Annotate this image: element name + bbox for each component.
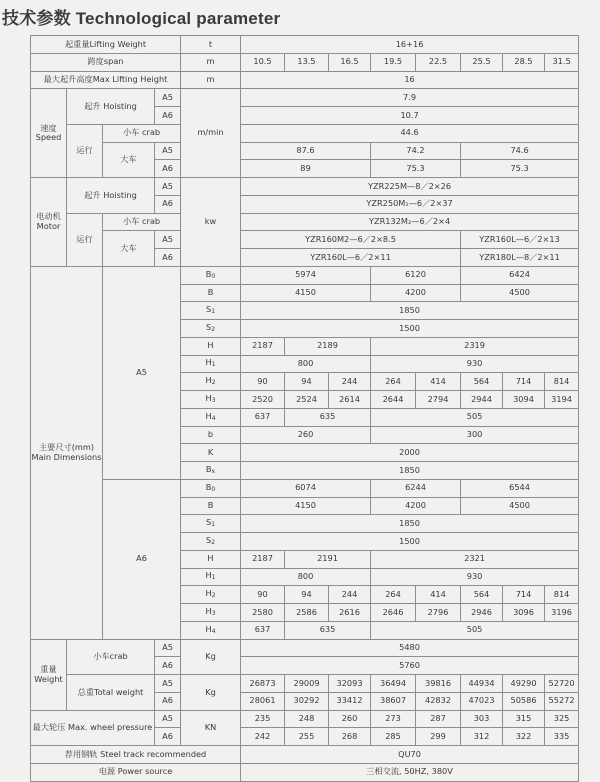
row-power-source xyxy=(31,763,579,781)
technical-parameter-table xyxy=(30,35,579,782)
value-cell: 4200 xyxy=(371,497,461,515)
param-label: S1 xyxy=(181,302,241,320)
label-hoisting: 起升 Hoisting xyxy=(67,178,155,214)
value-cell: 50586 xyxy=(503,692,545,710)
value-cell: 2646 xyxy=(371,604,416,622)
label-power-source: 电源 Power source xyxy=(31,763,241,781)
value-cell: 2189 xyxy=(285,337,371,355)
value-cell: 1850 xyxy=(241,462,579,480)
duty-class: A6 xyxy=(155,107,181,125)
value-cell: 1850 xyxy=(241,515,579,533)
row-speed-crab xyxy=(31,124,579,142)
unit-cell: kw xyxy=(181,178,241,267)
value-cell: 2187 xyxy=(241,337,285,355)
duty-class: A6 xyxy=(155,728,181,746)
param-label: H4 xyxy=(181,408,241,426)
label-steel-track: 荐用钢轨 Steel track recommended xyxy=(31,746,241,764)
value-cell: 16.5 xyxy=(329,53,371,71)
value-cell: 2796 xyxy=(416,604,461,622)
value-cell: 285 xyxy=(371,728,416,746)
value-cell: 2586 xyxy=(285,604,329,622)
value-cell: 44.6 xyxy=(241,124,579,142)
label-lifting-weight: 起重量Lifting Weight xyxy=(31,36,181,54)
value-cell: 1500 xyxy=(241,320,579,338)
row-speed-crane-a5 xyxy=(31,142,579,160)
value-cell: 7.9 xyxy=(241,89,579,107)
value-cell: 2191 xyxy=(285,550,371,568)
value-cell: 6424 xyxy=(461,266,579,284)
label-total-weight: 总重Total weight xyxy=(67,675,155,711)
param-label: b xyxy=(181,426,241,444)
value-cell: 505 xyxy=(371,408,579,426)
value-cell: 244 xyxy=(329,586,371,604)
value-cell: 32093 xyxy=(329,675,371,693)
value-cell: 13.5 xyxy=(285,53,329,71)
value-cell: 255 xyxy=(285,728,329,746)
param-label: B xyxy=(181,284,241,302)
label-crab-weight: 小车crab xyxy=(67,639,155,675)
unit-cell: KN xyxy=(181,710,241,746)
value-cell: 414 xyxy=(416,586,461,604)
duty-class: A5 xyxy=(155,710,181,728)
value-cell: 44934 xyxy=(461,675,503,693)
value-cell: 814 xyxy=(545,586,579,604)
value-cell: 10.7 xyxy=(241,107,579,125)
param-label: B0 xyxy=(181,266,241,284)
duty-class: A5 xyxy=(155,639,181,657)
value-cell: 47023 xyxy=(461,692,503,710)
value-cell: QU70 xyxy=(241,746,579,764)
value-cell: 4150 xyxy=(241,284,371,302)
duty-class: A5 xyxy=(155,89,181,107)
label-crane: 大车 xyxy=(103,231,155,267)
unit-cell: Kg xyxy=(181,639,241,675)
param-label: H xyxy=(181,337,241,355)
value-cell: 22.5 xyxy=(416,53,461,71)
value-cell: 335 xyxy=(545,728,579,746)
param-label: H2 xyxy=(181,586,241,604)
param-label: H3 xyxy=(181,391,241,409)
value-cell: 87.6 xyxy=(241,142,371,160)
value-cell: 33412 xyxy=(329,692,371,710)
duty-class: A6 xyxy=(155,195,181,213)
value-cell: 42832 xyxy=(416,692,461,710)
value-cell: 10.5 xyxy=(241,53,285,71)
value-cell: 4500 xyxy=(461,497,579,515)
value-cell: 74.2 xyxy=(371,142,461,160)
param-label: H2 xyxy=(181,373,241,391)
group-label-speed: 速度 Speed xyxy=(31,89,67,178)
value-cell: 714 xyxy=(503,586,545,604)
value-cell: 1500 xyxy=(241,533,579,551)
param-label: H xyxy=(181,550,241,568)
value-cell: 260 xyxy=(241,426,371,444)
page-title: 技术参数 Technological parameter xyxy=(2,9,281,28)
param-label: S1 xyxy=(181,515,241,533)
unit-cell: m xyxy=(181,71,241,89)
param-label: B0 xyxy=(181,479,241,497)
row-max-lifting-height xyxy=(31,71,579,89)
value-cell: 55272 xyxy=(545,692,579,710)
value-cell: 2524 xyxy=(285,391,329,409)
label-crab: 小车 crab xyxy=(103,213,181,231)
value-cell: 714 xyxy=(503,373,545,391)
param-label: S2 xyxy=(181,533,241,551)
value-cell: 2321 xyxy=(371,550,579,568)
value-cell: 2000 xyxy=(241,444,579,462)
duty-class: A6 xyxy=(103,479,181,639)
duty-class: A5 xyxy=(103,266,181,479)
value-cell: 94 xyxy=(285,586,329,604)
value-cell: 287 xyxy=(416,710,461,728)
param-label: H1 xyxy=(181,568,241,586)
value-cell: 235 xyxy=(241,710,285,728)
value-cell: 2616 xyxy=(329,604,371,622)
value-cell: 5480 xyxy=(241,639,579,657)
row-motor-hoist-a5 xyxy=(31,178,579,196)
unit-cell: t xyxy=(181,36,241,54)
label-travel: 运行 xyxy=(67,213,103,266)
row-steel-track xyxy=(31,746,579,764)
group-label-weight: 重量 Weight xyxy=(31,639,67,710)
value-cell: 75.3 xyxy=(461,160,579,178)
duty-class: A5 xyxy=(155,178,181,196)
value-cell: 94 xyxy=(285,373,329,391)
value-cell: 814 xyxy=(545,373,579,391)
value-cell: 635 xyxy=(285,621,371,639)
value-cell: 2644 xyxy=(371,391,416,409)
value-cell: 1850 xyxy=(241,302,579,320)
label-crab: 小车 crab xyxy=(103,124,181,142)
value-cell: 4500 xyxy=(461,284,579,302)
value-cell: 325 xyxy=(545,710,579,728)
row-speed-hoist-a5 xyxy=(31,89,579,107)
value-cell: 31.5 xyxy=(545,53,579,71)
row-weight-crab-a5 xyxy=(31,639,579,657)
unit-cell: m xyxy=(181,53,241,71)
value-cell: 38607 xyxy=(371,692,416,710)
row-lifting-weight xyxy=(31,36,579,54)
value-cell: 303 xyxy=(461,710,503,728)
group-label-main-dimensions: 主要尺寸(mm) Main Dimensions xyxy=(31,266,103,639)
value-cell: 2580 xyxy=(241,604,285,622)
param-label: B xyxy=(181,497,241,515)
value-cell: 90 xyxy=(241,586,285,604)
value-cell: 3196 xyxy=(545,604,579,622)
value-cell: 30292 xyxy=(285,692,329,710)
value-cell: 930 xyxy=(371,568,579,586)
value-cell: 2187 xyxy=(241,550,285,568)
label-span: 跨度span xyxy=(31,53,181,71)
row-dim-a6-B0 xyxy=(31,479,579,497)
value-cell: 322 xyxy=(503,728,545,746)
label-max-wheel-pressure: 最大轮压 Max. wheel pressure xyxy=(31,710,155,746)
value-cell: 930 xyxy=(371,355,579,373)
unit-cell: m/min xyxy=(181,89,241,178)
value-cell: 242 xyxy=(241,728,285,746)
value-cell: YZR132M₂—6／2×4 xyxy=(241,213,579,231)
value-cell: YZR250M₁—6／2×37 xyxy=(241,195,579,213)
value-cell: 28061 xyxy=(241,692,285,710)
value-cell: 90 xyxy=(241,373,285,391)
label-hoisting: 起升 Hoisting xyxy=(67,89,155,125)
value-cell: 244 xyxy=(329,373,371,391)
value-cell: 2520 xyxy=(241,391,285,409)
param-label: K xyxy=(181,444,241,462)
duty-class: A6 xyxy=(155,692,181,710)
value-cell: 52720 xyxy=(545,675,579,693)
value-cell: 248 xyxy=(285,710,329,728)
value-cell: 16+16 xyxy=(241,36,579,54)
value-cell: 4200 xyxy=(371,284,461,302)
row-motor-crab xyxy=(31,213,579,231)
param-label: H4 xyxy=(181,621,241,639)
value-cell: 800 xyxy=(241,568,371,586)
value-cell: 5974 xyxy=(241,266,371,284)
value-cell: 三相交流, 50HZ, 380V xyxy=(241,763,579,781)
value-cell: 315 xyxy=(503,710,545,728)
value-cell: 2794 xyxy=(416,391,461,409)
row-dim-a5-B0 xyxy=(31,266,579,284)
value-cell: 39816 xyxy=(416,675,461,693)
value-cell: YZR225M—8／2×26 xyxy=(241,178,579,196)
value-cell: 89 xyxy=(241,160,371,178)
value-cell: 6120 xyxy=(371,266,461,284)
value-cell: 29009 xyxy=(285,675,329,693)
value-cell: 564 xyxy=(461,373,503,391)
row-motor-crane-a5 xyxy=(31,231,579,249)
value-cell: 3194 xyxy=(545,391,579,409)
value-cell: 6074 xyxy=(241,479,371,497)
duty-class: A5 xyxy=(155,675,181,693)
value-cell: 5760 xyxy=(241,657,579,675)
value-cell: 637 xyxy=(241,621,285,639)
value-cell: YZR180L—8／2×11 xyxy=(461,249,579,267)
duty-class: A6 xyxy=(155,249,181,267)
unit-cell: Kg xyxy=(181,675,241,711)
value-cell: 28.5 xyxy=(503,53,545,71)
group-label-motor: 电动机 Motor xyxy=(31,178,67,267)
value-cell: 299 xyxy=(416,728,461,746)
label-travel: 运行 xyxy=(67,124,103,177)
value-cell: 635 xyxy=(285,408,371,426)
value-cell: 74.6 xyxy=(461,142,579,160)
value-cell: 264 xyxy=(371,373,416,391)
row-wheel-a5 xyxy=(31,710,579,728)
value-cell: 312 xyxy=(461,728,503,746)
value-cell: 2614 xyxy=(329,391,371,409)
value-cell: 16 xyxy=(241,71,579,89)
value-cell: 25.5 xyxy=(461,53,503,71)
value-cell: 637 xyxy=(241,408,285,426)
param-label: Bx xyxy=(181,462,241,480)
value-cell: 273 xyxy=(371,710,416,728)
value-cell: 75.3 xyxy=(371,160,461,178)
value-cell: 4150 xyxy=(241,497,371,515)
value-cell: YZR160L—6／2×11 xyxy=(241,249,461,267)
value-cell: 2319 xyxy=(371,337,579,355)
value-cell: 264 xyxy=(371,586,416,604)
value-cell: YZR160M2—6／2×8.5 xyxy=(241,231,461,249)
duty-class: A5 xyxy=(155,142,181,160)
value-cell: YZR160L—6／2×13 xyxy=(461,231,579,249)
value-cell: 36494 xyxy=(371,675,416,693)
value-cell: 564 xyxy=(461,586,503,604)
value-cell: 2946 xyxy=(461,604,503,622)
value-cell: 505 xyxy=(371,621,579,639)
value-cell: 6244 xyxy=(371,479,461,497)
value-cell: 3094 xyxy=(503,391,545,409)
param-label: S2 xyxy=(181,320,241,338)
value-cell: 3096 xyxy=(503,604,545,622)
row-span xyxy=(31,53,579,71)
value-cell: 2944 xyxy=(461,391,503,409)
value-cell: 414 xyxy=(416,373,461,391)
label-max-lifting-height: 最大起升高度Max Lifting Height xyxy=(31,71,181,89)
value-cell: 268 xyxy=(329,728,371,746)
duty-class: A6 xyxy=(155,160,181,178)
value-cell: 300 xyxy=(371,426,579,444)
duty-class: A5 xyxy=(155,231,181,249)
value-cell: 19.5 xyxy=(371,53,416,71)
row-weight-total-a5 xyxy=(31,675,579,693)
value-cell: 49290 xyxy=(503,675,545,693)
value-cell: 800 xyxy=(241,355,371,373)
param-label: H1 xyxy=(181,355,241,373)
value-cell: 6544 xyxy=(461,479,579,497)
value-cell: 260 xyxy=(329,710,371,728)
label-crane: 大车 xyxy=(103,142,155,178)
duty-class: A6 xyxy=(155,657,181,675)
param-label: H3 xyxy=(181,604,241,622)
value-cell: 26873 xyxy=(241,675,285,693)
